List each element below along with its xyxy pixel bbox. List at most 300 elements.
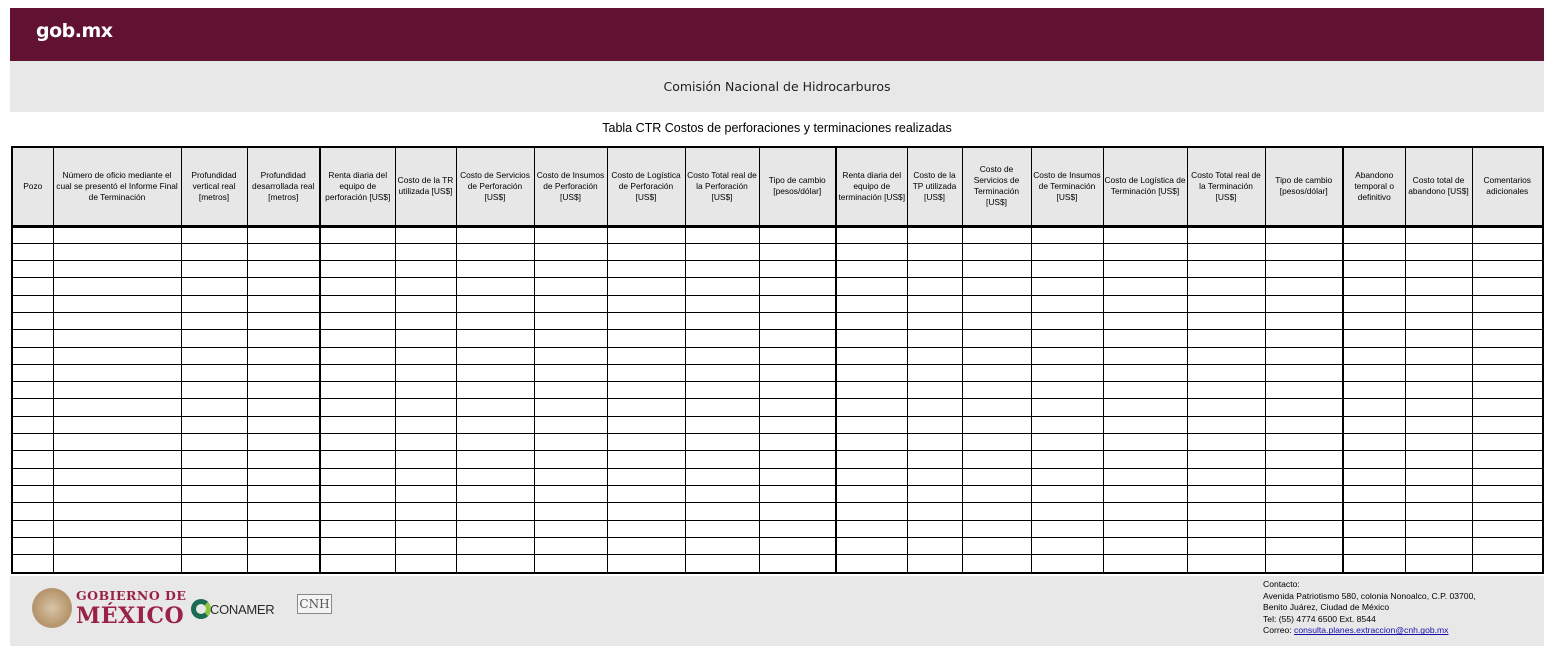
- table-cell[interactable]: [395, 399, 456, 416]
- table-cell[interactable]: [1187, 503, 1265, 520]
- table-cell[interactable]: [836, 382, 907, 399]
- table-cell[interactable]: [836, 226, 907, 243]
- table-cell[interactable]: [685, 451, 759, 468]
- table-cell[interactable]: [395, 416, 456, 433]
- table-cell[interactable]: [759, 295, 836, 312]
- table-cell[interactable]: [685, 312, 759, 329]
- table-cell[interactable]: [13, 278, 53, 295]
- table-cell[interactable]: [247, 434, 320, 451]
- table-cell[interactable]: [962, 312, 1031, 329]
- table-cell[interactable]: [53, 330, 181, 347]
- table-cell[interactable]: [320, 243, 395, 260]
- table-cell[interactable]: [759, 416, 836, 433]
- table-cell[interactable]: [685, 382, 759, 399]
- table-cell[interactable]: [907, 555, 962, 572]
- table-cell[interactable]: [1265, 295, 1343, 312]
- table-cell[interactable]: [907, 382, 962, 399]
- table-cell[interactable]: [534, 399, 607, 416]
- table-cell[interactable]: [907, 468, 962, 485]
- table-cell[interactable]: [13, 520, 53, 537]
- table-cell[interactable]: [907, 503, 962, 520]
- table-cell[interactable]: [962, 243, 1031, 260]
- table-cell[interactable]: [395, 503, 456, 520]
- table-cell[interactable]: [1405, 364, 1472, 381]
- table-cell[interactable]: [456, 434, 534, 451]
- table-cell[interactable]: [534, 226, 607, 243]
- table-cell[interactable]: [1405, 468, 1472, 485]
- table-cell[interactable]: [456, 295, 534, 312]
- table-cell[interactable]: [1031, 520, 1103, 537]
- table-cell[interactable]: [685, 330, 759, 347]
- table-cell[interactable]: [685, 347, 759, 364]
- table-cell[interactable]: [395, 555, 456, 572]
- table-cell[interactable]: [395, 364, 456, 381]
- table-cell[interactable]: [1472, 434, 1542, 451]
- table-cell[interactable]: [395, 382, 456, 399]
- table-cell[interactable]: [607, 434, 685, 451]
- table-cell[interactable]: [320, 451, 395, 468]
- gobmx-logo[interactable]: gob.mx: [36, 20, 113, 42]
- table-cell[interactable]: [53, 555, 181, 572]
- table-cell[interactable]: [685, 468, 759, 485]
- table-cell[interactable]: [836, 278, 907, 295]
- table-cell[interactable]: [534, 416, 607, 433]
- table-cell[interactable]: [53, 399, 181, 416]
- table-cell[interactable]: [534, 503, 607, 520]
- table-cell[interactable]: [685, 555, 759, 572]
- table-cell[interactable]: [456, 537, 534, 554]
- table-cell[interactable]: [1265, 347, 1343, 364]
- table-cell[interactable]: [320, 330, 395, 347]
- table-cell[interactable]: [534, 364, 607, 381]
- table-cell[interactable]: [1187, 451, 1265, 468]
- table-cell[interactable]: [181, 399, 247, 416]
- table-cell[interactable]: [456, 347, 534, 364]
- table-cell[interactable]: [962, 261, 1031, 278]
- table-cell[interactable]: [1265, 226, 1343, 243]
- table-cell[interactable]: [1103, 330, 1187, 347]
- table-cell[interactable]: [607, 537, 685, 554]
- table-cell[interactable]: [1343, 451, 1405, 468]
- table-cell[interactable]: [907, 451, 962, 468]
- table-cell[interactable]: [1343, 416, 1405, 433]
- table-cell[interactable]: [962, 555, 1031, 572]
- table-cell[interactable]: [456, 485, 534, 502]
- table-cell[interactable]: [53, 261, 181, 278]
- table-cell[interactable]: [607, 243, 685, 260]
- table-cell[interactable]: [53, 537, 181, 554]
- table-cell[interactable]: [1187, 347, 1265, 364]
- table-cell[interactable]: [1405, 503, 1472, 520]
- table-cell[interactable]: [1031, 382, 1103, 399]
- table-cell[interactable]: [13, 416, 53, 433]
- table-cell[interactable]: [759, 399, 836, 416]
- table-cell[interactable]: [1405, 347, 1472, 364]
- table-cell[interactable]: [53, 468, 181, 485]
- table-cell[interactable]: [1343, 382, 1405, 399]
- table-cell[interactable]: [247, 399, 320, 416]
- table-cell[interactable]: [1472, 382, 1542, 399]
- table-cell[interactable]: [534, 485, 607, 502]
- table-cell[interactable]: [181, 485, 247, 502]
- table-cell[interactable]: [53, 226, 181, 243]
- table-cell[interactable]: [1187, 278, 1265, 295]
- table-cell[interactable]: [1343, 261, 1405, 278]
- table-cell[interactable]: [53, 451, 181, 468]
- table-cell[interactable]: [247, 261, 320, 278]
- table-cell[interactable]: [1405, 399, 1472, 416]
- table-cell[interactable]: [1031, 503, 1103, 520]
- table-cell[interactable]: [1187, 226, 1265, 243]
- table-cell[interactable]: [962, 468, 1031, 485]
- table-cell[interactable]: [395, 295, 456, 312]
- table-cell[interactable]: [1265, 485, 1343, 502]
- table-cell[interactable]: [1405, 434, 1472, 451]
- table-cell[interactable]: [759, 364, 836, 381]
- table-cell[interactable]: [607, 295, 685, 312]
- table-cell[interactable]: [53, 382, 181, 399]
- table-cell[interactable]: [320, 347, 395, 364]
- table-cell[interactable]: [907, 226, 962, 243]
- table-cell[interactable]: [607, 520, 685, 537]
- table-cell[interactable]: [759, 537, 836, 554]
- table-cell[interactable]: [456, 520, 534, 537]
- table-cell[interactable]: [1103, 434, 1187, 451]
- table-cell[interactable]: [181, 416, 247, 433]
- table-cell[interactable]: [247, 312, 320, 329]
- table-cell[interactable]: [907, 364, 962, 381]
- table-cell[interactable]: [962, 382, 1031, 399]
- table-cell[interactable]: [53, 243, 181, 260]
- table-cell[interactable]: [395, 347, 456, 364]
- table-cell[interactable]: [1343, 295, 1405, 312]
- table-cell[interactable]: [181, 278, 247, 295]
- table-cell[interactable]: [1405, 451, 1472, 468]
- contact-email-link[interactable]: consulta.planes.extraccion@cnh.gob.mx: [1294, 625, 1449, 636]
- table-cell[interactable]: [53, 416, 181, 433]
- table-cell[interactable]: [456, 312, 534, 329]
- table-cell[interactable]: [181, 434, 247, 451]
- table-cell[interactable]: [181, 451, 247, 468]
- table-cell[interactable]: [320, 503, 395, 520]
- table-cell[interactable]: [1103, 555, 1187, 572]
- table-cell[interactable]: [1103, 468, 1187, 485]
- table-cell[interactable]: [836, 555, 907, 572]
- table-cell[interactable]: [13, 261, 53, 278]
- table-cell[interactable]: [759, 520, 836, 537]
- table-cell[interactable]: [1187, 555, 1265, 572]
- table-cell[interactable]: [1031, 416, 1103, 433]
- table-cell[interactable]: [1265, 434, 1343, 451]
- table-cell[interactable]: [247, 278, 320, 295]
- table-cell[interactable]: [685, 295, 759, 312]
- table-cell[interactable]: [759, 382, 836, 399]
- table-cell[interactable]: [836, 295, 907, 312]
- table-cell[interactable]: [247, 537, 320, 554]
- table-cell[interactable]: [1187, 434, 1265, 451]
- table-cell[interactable]: [456, 416, 534, 433]
- table-cell[interactable]: [962, 330, 1031, 347]
- table-cell[interactable]: [1472, 555, 1542, 572]
- table-cell[interactable]: [181, 226, 247, 243]
- table-cell[interactable]: [534, 261, 607, 278]
- table-cell[interactable]: [320, 295, 395, 312]
- table-cell[interactable]: [1103, 416, 1187, 433]
- table-cell[interactable]: [247, 347, 320, 364]
- table-cell[interactable]: [181, 261, 247, 278]
- table-cell[interactable]: [1405, 278, 1472, 295]
- table-cell[interactable]: [320, 416, 395, 433]
- table-cell[interactable]: [534, 520, 607, 537]
- table-cell[interactable]: [320, 485, 395, 502]
- table-cell[interactable]: [53, 295, 181, 312]
- table-cell[interactable]: [1343, 399, 1405, 416]
- table-cell[interactable]: [247, 382, 320, 399]
- table-cell[interactable]: [1472, 503, 1542, 520]
- table-cell[interactable]: [534, 555, 607, 572]
- table-cell[interactable]: [607, 382, 685, 399]
- table-cell[interactable]: [53, 520, 181, 537]
- table-cell[interactable]: [907, 347, 962, 364]
- table-cell[interactable]: [836, 312, 907, 329]
- table-cell[interactable]: [907, 399, 962, 416]
- table-cell[interactable]: [320, 468, 395, 485]
- table-cell[interactable]: [534, 434, 607, 451]
- table-cell[interactable]: [1405, 555, 1472, 572]
- table-cell[interactable]: [1472, 537, 1542, 554]
- table-cell[interactable]: [759, 330, 836, 347]
- table-cell[interactable]: [836, 261, 907, 278]
- table-cell[interactable]: [607, 330, 685, 347]
- table-cell[interactable]: [53, 503, 181, 520]
- table-cell[interactable]: [1031, 243, 1103, 260]
- table-cell[interactable]: [1187, 364, 1265, 381]
- table-cell[interactable]: [1031, 226, 1103, 243]
- table-cell[interactable]: [836, 485, 907, 502]
- table-cell[interactable]: [1103, 485, 1187, 502]
- table-cell[interactable]: [907, 330, 962, 347]
- table-cell[interactable]: [13, 555, 53, 572]
- table-cell[interactable]: [13, 485, 53, 502]
- table-cell[interactable]: [1343, 347, 1405, 364]
- table-cell[interactable]: [836, 434, 907, 451]
- table-cell[interactable]: [1405, 537, 1472, 554]
- table-cell[interactable]: [685, 399, 759, 416]
- table-cell[interactable]: [534, 243, 607, 260]
- table-cell[interactable]: [1031, 295, 1103, 312]
- table-cell[interactable]: [759, 278, 836, 295]
- table-cell[interactable]: [1472, 330, 1542, 347]
- table-cell[interactable]: [1472, 364, 1542, 381]
- table-cell[interactable]: [395, 261, 456, 278]
- table-cell[interactable]: [247, 243, 320, 260]
- table-cell[interactable]: [607, 468, 685, 485]
- table-cell[interactable]: [456, 364, 534, 381]
- table-cell[interactable]: [1031, 537, 1103, 554]
- table-cell[interactable]: [456, 451, 534, 468]
- table-cell[interactable]: [907, 434, 962, 451]
- table-cell[interactable]: [685, 537, 759, 554]
- table-cell[interactable]: [1187, 295, 1265, 312]
- table-cell[interactable]: [1103, 451, 1187, 468]
- table-cell[interactable]: [320, 312, 395, 329]
- table-cell[interactable]: [1031, 485, 1103, 502]
- table-cell[interactable]: [320, 261, 395, 278]
- table-cell[interactable]: [1103, 295, 1187, 312]
- table-cell[interactable]: [907, 261, 962, 278]
- table-cell[interactable]: [13, 226, 53, 243]
- table-cell[interactable]: [1187, 416, 1265, 433]
- table-cell[interactable]: [1031, 278, 1103, 295]
- table-cell[interactable]: [181, 382, 247, 399]
- table-cell[interactable]: [1265, 399, 1343, 416]
- table-cell[interactable]: [456, 243, 534, 260]
- table-cell[interactable]: [759, 503, 836, 520]
- table-cell[interactable]: [181, 243, 247, 260]
- table-cell[interactable]: [456, 226, 534, 243]
- table-cell[interactable]: [181, 555, 247, 572]
- table-cell[interactable]: [395, 434, 456, 451]
- table-cell[interactable]: [534, 382, 607, 399]
- table-cell[interactable]: [1187, 468, 1265, 485]
- table-cell[interactable]: [534, 295, 607, 312]
- table-cell[interactable]: [247, 520, 320, 537]
- table-cell[interactable]: [962, 451, 1031, 468]
- table-cell[interactable]: [1472, 261, 1542, 278]
- table-cell[interactable]: [1265, 555, 1343, 572]
- table-cell[interactable]: [759, 261, 836, 278]
- table-cell[interactable]: [181, 347, 247, 364]
- table-cell[interactable]: [1472, 485, 1542, 502]
- table-cell[interactable]: [13, 434, 53, 451]
- table-cell[interactable]: [607, 312, 685, 329]
- table-cell[interactable]: [685, 503, 759, 520]
- table-cell[interactable]: [1103, 520, 1187, 537]
- table-cell[interactable]: [759, 434, 836, 451]
- table-cell[interactable]: [456, 261, 534, 278]
- table-cell[interactable]: [1265, 278, 1343, 295]
- table-cell[interactable]: [1265, 468, 1343, 485]
- table-cell[interactable]: [534, 451, 607, 468]
- table-cell[interactable]: [962, 537, 1031, 554]
- table-cell[interactable]: [907, 537, 962, 554]
- table-cell[interactable]: [685, 520, 759, 537]
- table-cell[interactable]: [1187, 399, 1265, 416]
- table-cell[interactable]: [247, 295, 320, 312]
- table-cell[interactable]: [962, 434, 1031, 451]
- table-cell[interactable]: [534, 537, 607, 554]
- table-cell[interactable]: [320, 364, 395, 381]
- table-cell[interactable]: [395, 312, 456, 329]
- table-cell[interactable]: [247, 555, 320, 572]
- table-cell[interactable]: [320, 278, 395, 295]
- table-cell[interactable]: [607, 485, 685, 502]
- table-cell[interactable]: [1343, 312, 1405, 329]
- table-cell[interactable]: [1343, 520, 1405, 537]
- table-cell[interactable]: [395, 520, 456, 537]
- table-cell[interactable]: [1472, 226, 1542, 243]
- table-cell[interactable]: [607, 555, 685, 572]
- table-cell[interactable]: [395, 330, 456, 347]
- table-cell[interactable]: [1472, 312, 1542, 329]
- table-cell[interactable]: [13, 243, 53, 260]
- table-cell[interactable]: [759, 485, 836, 502]
- table-cell[interactable]: [395, 278, 456, 295]
- table-cell[interactable]: [836, 520, 907, 537]
- table-cell[interactable]: [247, 226, 320, 243]
- table-cell[interactable]: [1265, 364, 1343, 381]
- table-cell[interactable]: [181, 330, 247, 347]
- table-cell[interactable]: [1265, 520, 1343, 537]
- table-cell[interactable]: [607, 399, 685, 416]
- table-cell[interactable]: [320, 382, 395, 399]
- table-cell[interactable]: [836, 347, 907, 364]
- table-cell[interactable]: [1031, 261, 1103, 278]
- table-cell[interactable]: [962, 520, 1031, 537]
- table-cell[interactable]: [1472, 416, 1542, 433]
- table-cell[interactable]: [1103, 312, 1187, 329]
- table-cell[interactable]: [962, 485, 1031, 502]
- table-cell[interactable]: [456, 555, 534, 572]
- table-cell[interactable]: [685, 278, 759, 295]
- table-cell[interactable]: [1103, 226, 1187, 243]
- table-cell[interactable]: [1472, 399, 1542, 416]
- table-cell[interactable]: [181, 295, 247, 312]
- table-cell[interactable]: [759, 451, 836, 468]
- table-cell[interactable]: [1405, 485, 1472, 502]
- table-cell[interactable]: [456, 278, 534, 295]
- table-cell[interactable]: [1187, 261, 1265, 278]
- table-cell[interactable]: [607, 451, 685, 468]
- table-cell[interactable]: [685, 243, 759, 260]
- table-cell[interactable]: [1405, 416, 1472, 433]
- table-cell[interactable]: [13, 312, 53, 329]
- table-cell[interactable]: [53, 485, 181, 502]
- table-cell[interactable]: [320, 555, 395, 572]
- table-cell[interactable]: [962, 503, 1031, 520]
- table-cell[interactable]: [1187, 330, 1265, 347]
- table-cell[interactable]: [1343, 226, 1405, 243]
- table-cell[interactable]: [456, 503, 534, 520]
- table-cell[interactable]: [181, 312, 247, 329]
- table-cell[interactable]: [395, 243, 456, 260]
- table-cell[interactable]: [1472, 451, 1542, 468]
- table-cell[interactable]: [1265, 261, 1343, 278]
- table-cell[interactable]: [1343, 537, 1405, 554]
- table-cell[interactable]: [1187, 312, 1265, 329]
- table-cell[interactable]: [607, 261, 685, 278]
- table-cell[interactable]: [907, 243, 962, 260]
- table-cell[interactable]: [320, 520, 395, 537]
- table-cell[interactable]: [395, 468, 456, 485]
- table-cell[interactable]: [1472, 278, 1542, 295]
- table-cell[interactable]: [607, 503, 685, 520]
- table-cell[interactable]: [836, 451, 907, 468]
- table-cell[interactable]: [836, 416, 907, 433]
- table-cell[interactable]: [53, 364, 181, 381]
- table-cell[interactable]: [247, 485, 320, 502]
- table-cell[interactable]: [1103, 399, 1187, 416]
- table-cell[interactable]: [456, 330, 534, 347]
- table-cell[interactable]: [1103, 537, 1187, 554]
- table-cell[interactable]: [13, 537, 53, 554]
- table-cell[interactable]: [962, 399, 1031, 416]
- table-cell[interactable]: [1405, 261, 1472, 278]
- table-cell[interactable]: [247, 330, 320, 347]
- table-cell[interactable]: [685, 434, 759, 451]
- table-cell[interactable]: [836, 399, 907, 416]
- table-cell[interactable]: [1343, 364, 1405, 381]
